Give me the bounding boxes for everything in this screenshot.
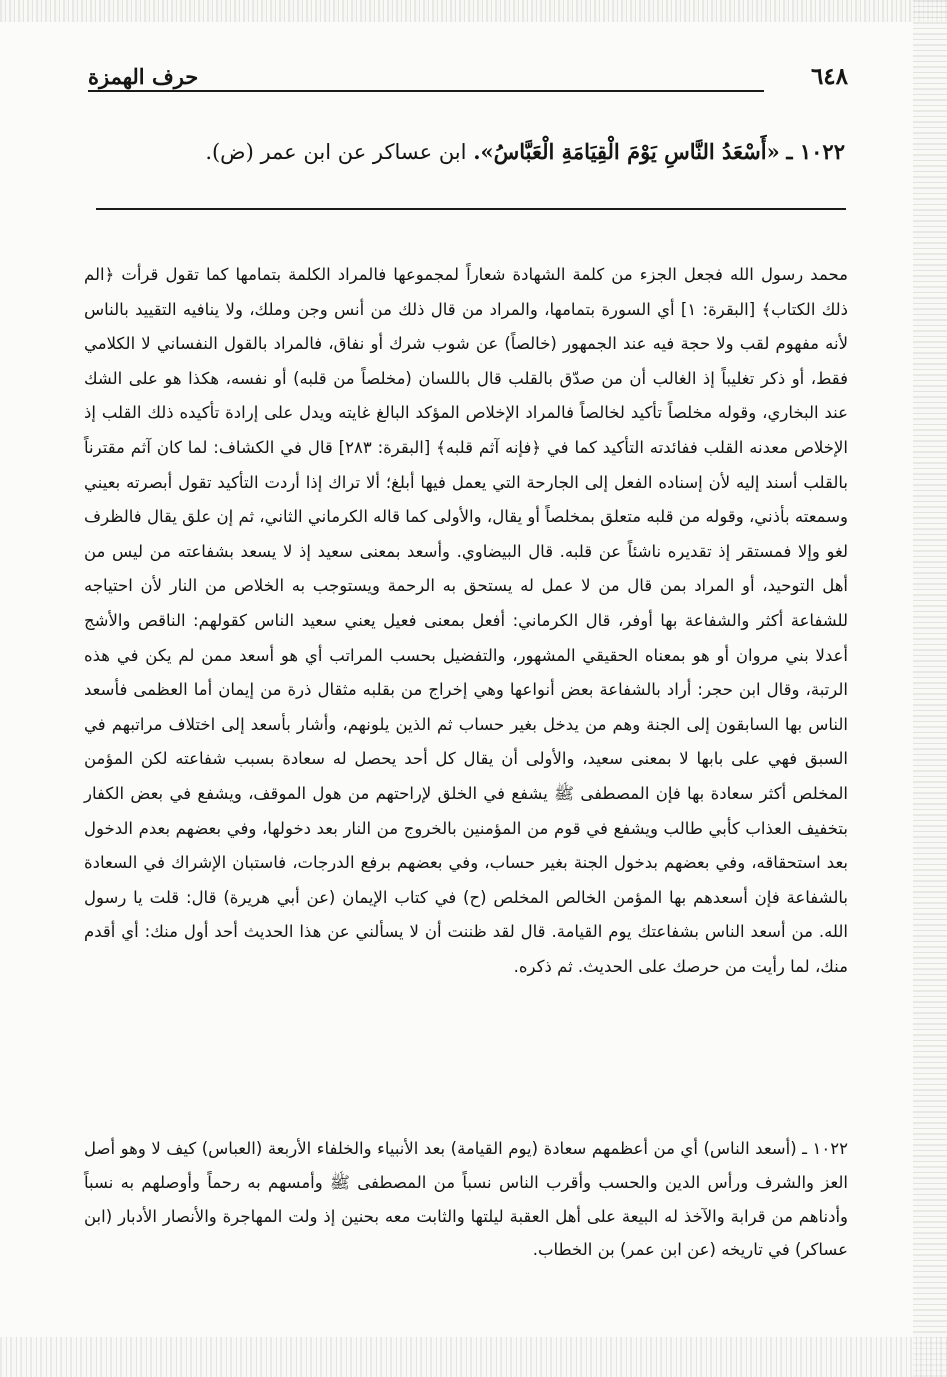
hadith-text: «أَسْعَدُ النَّاسِ يَوْمَ الْقِيَامَةِ الْعَبَّاسُ». (473, 139, 780, 164)
page-number: ٦٤٨ (810, 63, 848, 90)
scan-edge-right (913, 0, 947, 1377)
scan-edge-top (0, 0, 947, 22)
hadith-entry (150, 134, 845, 170)
commentary-block (84, 258, 848, 984)
header-rule (88, 90, 764, 92)
scan-edge-bottom (0, 1337, 947, 1377)
explanation-paragraph: ١٠٢٢ ـ (أسعد الناس) أي من أعظمهم سعادة (يوم القيامة) بعد الأنبياء والخلفاء الأربعة (العباس) كيف لا وهو أصل العز والشرف ورأس الدين والحسب وأقرب الناس نسباً من المصطفى ﷺ وأمسهم به رحماً وأوصلهم به نسباً وأدناهم من قرابة والآخذ له البيعة على أهل العقبة ليلتها والثابت معه بحنين إذ ولت المهاجرة والأنصار الأدبار (ابن عساكر) في تاريخه (عن ابن عمر) بن الخطاب. (84, 1139, 848, 1260)
hadith-number: ١٠٢٢ ـ (786, 139, 845, 164)
explanation-block (84, 1132, 848, 1267)
running-title: حرف الهمزة (88, 64, 199, 89)
commentary-paragraph: محمد رسول الله فجعل الجزء من كلمة الشهادة شعاراً لمجموعها فالمراد الكلمة بتمامها كما تقول قرأت ﴿الم ذلك الكتاب﴾ [البقرة: ١] أي السورة بتمامها، والمراد من قال ذلك من أنس وجن وملك، ولا ينافيه التقييد بالناس لأنه مفهوم لقب ولا حجة فيه عند الجمهور (خالصاً) عن شوب شرك أو نفاق، فالمراد بالقول النفساني لا الكلامي فقط، أو ذكر تغليباً إذ الغالب أن من صدّق بالقلب قال باللسان (مخلصاً من قلبه) أو نفسه، هكذا هو على الشك عند البخاري، وقوله مخلصاً تأكيد لخالصاً فالمراد الإخلاص المؤكد البالغ غايته ويدل على إرادة تأكيده ذلك القلب إذ الإخلاص معدنه القلب ففائدته التأكيد كما في ﴿فإنه آثم قلبه﴾ [البقرة: ٢٨٣] قال في الكشاف: لما كان آثم مقترناً بالقلب أسند إليه لأن إسناده الفعل إلى الجارحة التي يعمل فيها أبلغ؛ ألا تراك إذا أردت التأكيد تقول أبصرته بعيني وسمعته بأذني، وقوله من قلبه متعلق بمخلصاً أو يقال، والأولى كما قاله الكرماني الثاني، ثم إن علق يقال فالظرف لغو وإلا فمستقر إذ تقديره ناشئاً عن قلبه. قال البيضاوي. وأسعد بمعنى سعيد إذ لا يسعد بشفاعته من ليس من أهل التوحيد، أو المراد بمن قال من لا عمل له يستحق به الرحمة ويستوجب به الخلاص من النار لأن احتياجه للشفاعة أكثر والشفاعة بها أوفر، قال الكرماني: أفعل بمعنى فعيل يعني سعيد الناس كقولهم: الناقص والأشج أعدلا بني مروان أو هو بمعناه الحقيقي المشهور، والتفضيل بحسب المراتب أي هو أسعد ممن لم يكن في هذه الرتبة، وقال ابن حجر: أراد بالشفاعة بعض أنواعها وهي إخراج من بقلبه مثقال ذرة من إيمان أما العظمى فأسعد الناس بها السابقون إلى الجنة وهم من يدخل بغير حساب ثم الذين يلونهم، وأشار بأسعد إلى اختلاف مراتبهم في السبق فهي على بابها لا بمعنى سعيد، والأولى أن يقال كل أحد يحصل له سعادة بسبب شفاعته لكن المؤمن المخلص أكثر سعادة بها فإن المصطفى ﷺ يشفع في الخلق لإراحتهم من هول الموقف، ويشفع في بعض الكفار بتخفيف العذاب كأبي طالب ويشفع في قوم من المؤمنين بالخروج من النار بعد دخولها، وفي بعضهم بعدم الدخول بعد استحقاقه، وفي بعضهم بدخول الجنة بغير حساب، وفي بعضهم برفع الدرجات، فاستبان الإشراك في السعادة بالشفاعة فإن أسعدهم بها المؤمن الخالص المخلص (ح) في كتاب الإيمان (عن أبي هريرة) قال: قلت يا رسول الله. من أسعد الناس بشفاعتك يوم القيامة. قال لقد ظننت أن لا يسألني عن هذا الحديث أحد أول منك: أي أقدم منك، لما رأيت من حرصك على الحديث. ثم ذكره. (84, 265, 848, 976)
hadith-source: ابن عساكر عن ابن عمر (ض). (205, 140, 467, 164)
footnote-rule (96, 208, 846, 210)
